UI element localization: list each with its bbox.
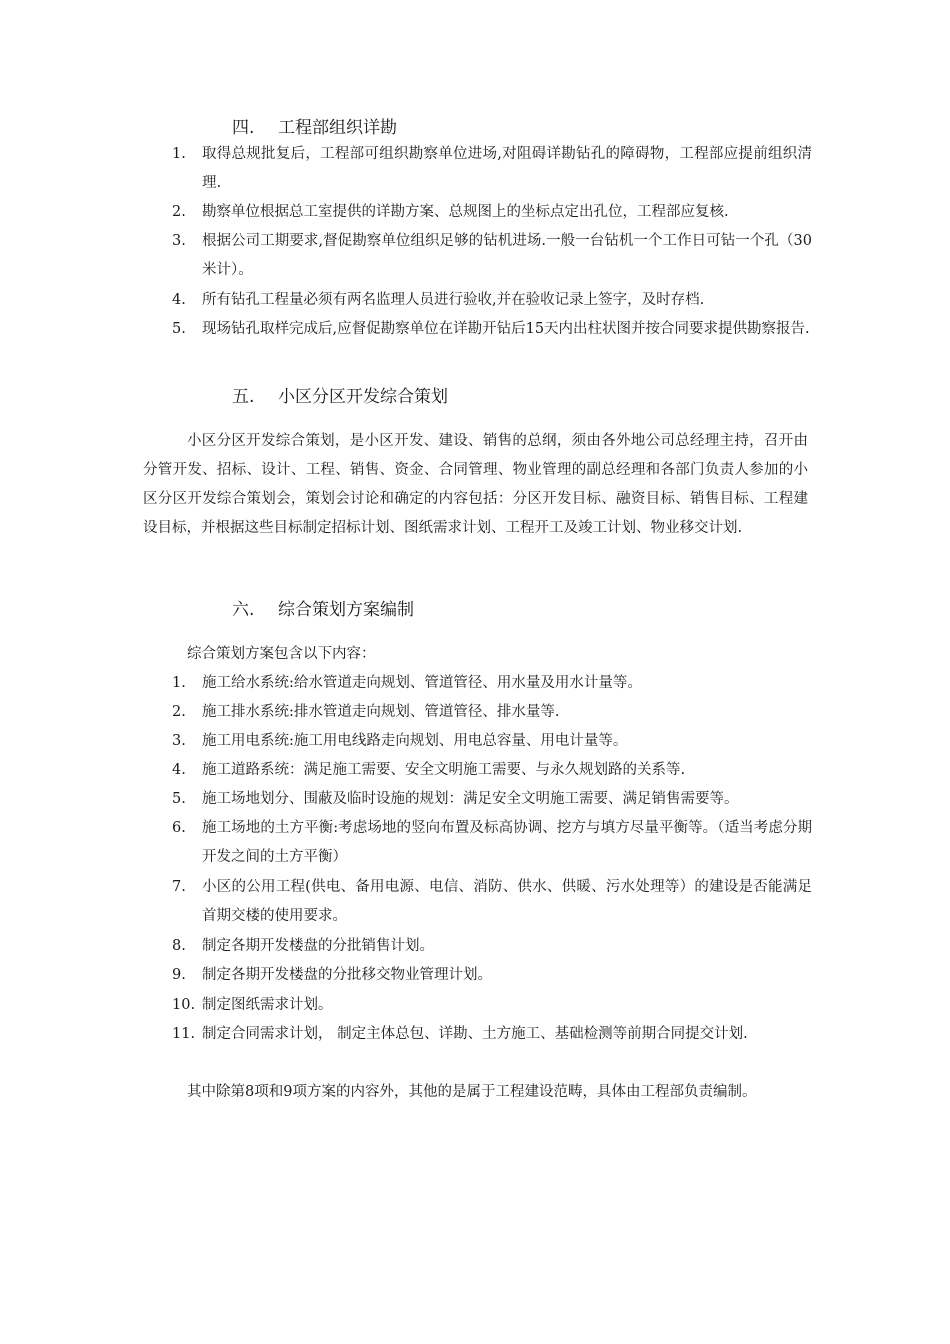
list-item-text: 施工用电系统:施工用电线路走向规划、用电总容量、用电计量等。 bbox=[202, 733, 628, 749]
list-item bbox=[172, 932, 812, 961]
list-item-text: 施工场地的土方平衡:考虑场地的竖向布置及标高协调、挖方与填方尽量平衡等。（适当考虑分期开发之间的土方平衡） bbox=[202, 820, 812, 865]
list-item-number: 11. bbox=[172, 1026, 196, 1042]
section-6-number: 六. bbox=[232, 600, 255, 620]
list-item-text: 施工给水系统:给水管道走向规划、管道管径、用水量及用水计量等。 bbox=[202, 675, 642, 691]
list-item-number: 7. bbox=[172, 879, 186, 895]
section-4-number: 四. bbox=[232, 118, 255, 138]
list-item-text: 取得总规批复后，工程部可组织勘察单位进场,对阻碍详勘钻孔的障碍物，工程部应提前组织清理. bbox=[202, 146, 812, 191]
list-item bbox=[172, 961, 812, 990]
list-item-number: 1. bbox=[172, 146, 186, 162]
list-item-text: 现场钻孔取样完成后,应督促勘察单位在详勘开钻后15天内出柱状图并按合同要求提供勘察报告. bbox=[202, 321, 810, 337]
list-item bbox=[172, 756, 812, 785]
list-item-text: 施工道路系统：满足施工需要、安全文明施工需要、与永久规划路的关系等. bbox=[202, 762, 686, 778]
list-item-text: 制定各期开发楼盘的分批移交物业管理计划。 bbox=[202, 967, 492, 983]
list-item-number: 8. bbox=[172, 938, 186, 954]
section-5-number: 五. bbox=[232, 387, 255, 407]
list-item-number: 10. bbox=[172, 997, 196, 1013]
list-item-text: 小区的公用工程(供电、备用电源、电信、消防、供水、供暖、污水处理等）的建设是否能满足首期交楼的使用要求。 bbox=[202, 879, 812, 924]
list-item bbox=[172, 140, 812, 198]
list-item-text: 制定各期开发楼盘的分批销售计划。 bbox=[202, 938, 434, 954]
list-item-number: 5. bbox=[172, 321, 186, 337]
section-6-closing: 其中除第8项和9项方案的内容外，其他的是属于工程建设范畴，具体由工程部负责编制。 bbox=[187, 1084, 757, 1100]
list-item bbox=[172, 198, 812, 227]
list-item-text: 施工场地划分、围蔽及临时设施的规划：满足安全文明施工需要、满足销售需要等。 bbox=[202, 791, 739, 807]
list-item-number: 2. bbox=[172, 704, 186, 720]
list-item bbox=[172, 991, 812, 1020]
list-item-number: 1. bbox=[172, 675, 186, 691]
list-item bbox=[172, 814, 812, 872]
section-6-title: 综合策划方案编制 bbox=[278, 600, 414, 620]
section-4-heading bbox=[232, 113, 397, 138]
list-item-text: 制定图纸需求计划。 bbox=[202, 997, 333, 1013]
list-item bbox=[172, 873, 812, 931]
list-item-text: 勘察单位根据总工室提供的详勘方案、总规图上的坐标点定出孔位，工程部应复核. bbox=[202, 204, 729, 220]
list-item-number: 6. bbox=[172, 820, 186, 836]
list-item bbox=[172, 785, 812, 814]
list-item bbox=[172, 315, 812, 344]
section-4-title: 工程部组织详勘 bbox=[278, 118, 397, 138]
section-5-title: 小区分区开发综合策划 bbox=[278, 387, 448, 407]
list-item-text: 施工排水系统:排水管道走向规划、管道管径、排水量等. bbox=[202, 704, 560, 720]
list-item-text: 根据公司工期要求,督促勘察单位组织足够的钻机进场.一般一台钻机一个工作日可钻一个孔（30米计）。 bbox=[202, 233, 812, 278]
list-item bbox=[172, 727, 812, 756]
list-item-number: 5. bbox=[172, 791, 186, 807]
list-item-number: 9. bbox=[172, 967, 186, 983]
list-item bbox=[172, 698, 812, 727]
list-item-text: 所有钻孔工程量必须有两名监理人员进行验收,并在验收记录上签字，及时存档. bbox=[202, 292, 705, 308]
section-6-lead: 综合策划方案包含以下内容： bbox=[187, 646, 376, 662]
list-item-number: 4. bbox=[172, 762, 186, 778]
list-item bbox=[172, 669, 812, 698]
list-item bbox=[172, 227, 812, 285]
list-item bbox=[172, 1020, 812, 1049]
section-5-paragraph: 小区分区开发综合策划，是小区开发、建设、销售的总纲，须由各外地公司总经理主持，召开由分管开发、招标、设计、工程、销售、资金、合同管理、物业管理的副总经理和各部门负责人参加的小区分区开发综合策划会，策划会讨论和确定的内容包括：分区开发目标、融资目标、销售目标、工程建设目标，并根据这些目标制定招标计划、图纸需求计划、工程开工及竣工计划、物业移交计划. bbox=[143, 433, 808, 536]
section-6-heading bbox=[232, 595, 414, 620]
list-item-number: 4. bbox=[172, 292, 186, 308]
section-5-heading bbox=[232, 382, 448, 407]
list-item-number: 3. bbox=[172, 233, 186, 249]
list-item-number: 3. bbox=[172, 733, 186, 749]
list-item-text: 制定合同需求计划， 制定主体总包、详勘、土方施工、基础检测等前期合同提交计划. bbox=[202, 1026, 748, 1042]
list-item bbox=[172, 286, 812, 315]
list-item-number: 2. bbox=[172, 204, 186, 220]
